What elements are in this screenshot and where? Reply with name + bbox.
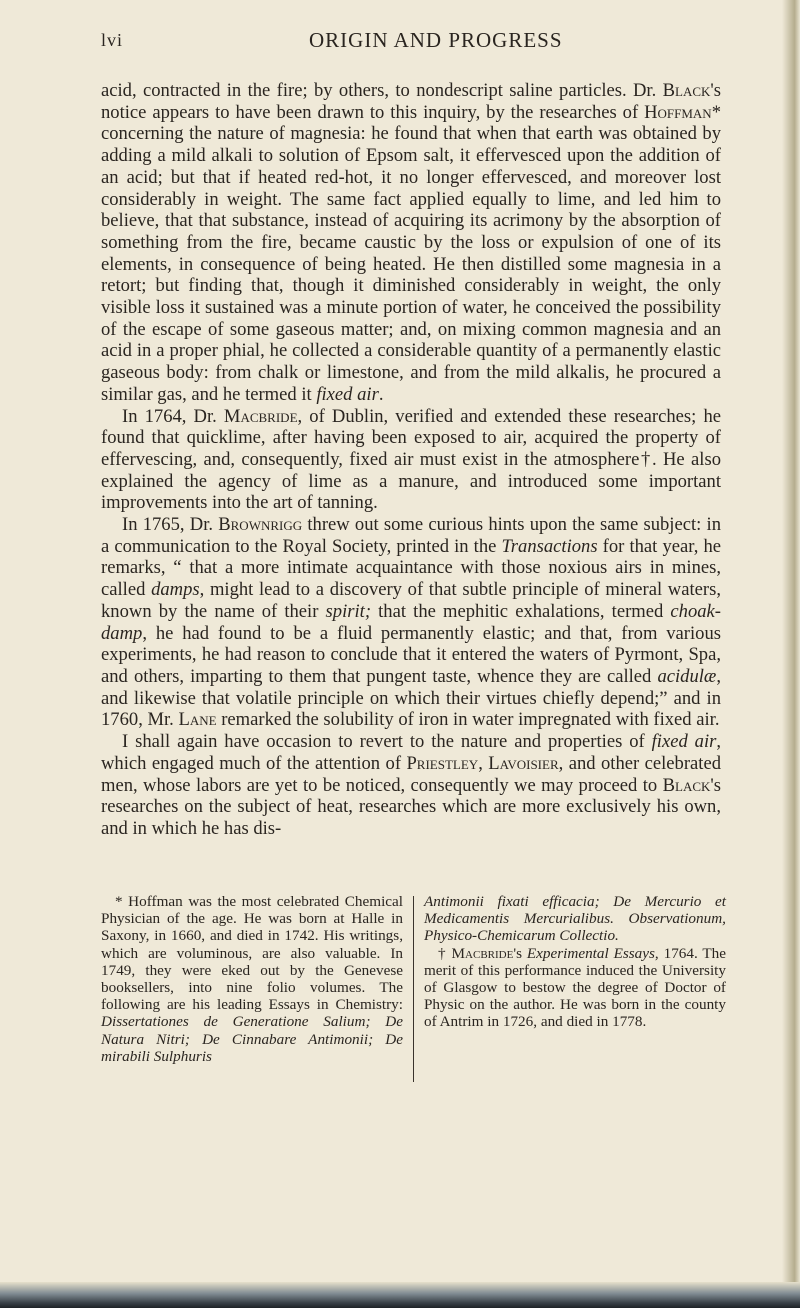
text-run: , [478,752,489,774]
text-run: In 1765, Dr. [122,514,219,536]
text-run: * concerning the nature of magnesia: he found that when that earth was obtained by adding a mild alkali to solution of Epsom salt, it effervesced upon the addition of an acid; but that if heated red-hot, it no longer effervesced, and moreover lost considerably in weight. The same fact applied equally to lime, and led him to believe, that that substance, instead of acquiring its acrimony by the absorption of something from the fire, became caustic by the loss or expulsion of one of its elements, in consequence of being heated. He then distilled some magnesia in a retort; but finding that, though it diminished considerably in weight, the only visible loss it sustained was a minute portion of water, he conceived the possibility of the escape of some gaseous matter; and, on mixing common magnesia and an acid in a proper phial, he collected a considerable quantity of a permanently elastic gaseous body: from chalk or limestone, and from the mild alkalis, he procured a similar gas, and he termed it [101,101,721,405]
dagger-mark: † [437,944,452,962]
name-lavoisier: Lavoisier [488,752,559,774]
page-edge-shadow [782,0,800,1308]
paragraph-3 [101,514,721,731]
text-run: . [378,383,384,405]
text-run: , and likewise that volatile principle on which their virtues chiefly depend;” and in 1760, Mr. [101,665,721,731]
footnote-titles: Antimonii fixati efficacia; De Mercurio et Medicamentis Mercurialibus. Observationum, Physico-Chemicarum Collectio. [423,893,726,945]
term-choak-damp: choak-damp [101,600,721,644]
term-spirit: spirit; [325,600,372,622]
text-run: threw out some curious hints upon the same subject: in a communication to the Royal Society, printed in the [101,514,721,557]
text-run: 's researches on the subject of heat, researches which are more exclusively his own, and in which he has dis- [101,774,721,839]
footnote-column-right [424,893,726,1082]
text-run: 's [513,944,527,962]
paragraph-2 [101,406,721,515]
term-acidulae: acidulæ [657,665,717,687]
term-transactions: Transactions [501,535,598,557]
name-black: Black [662,774,711,796]
text-run: , he had found to be a fluid permanently elastic; and that, from various experiments, he had reason to conclude that it entered the waters of Pyrmont, Spa, and others, imparting to them that pungent taste, whence they are called [101,622,721,687]
term-fixed-air: fixed air [651,731,717,753]
name-hoffman: Hoffman [644,101,712,123]
footnote-titles: Dissertationes de Generatione Salium; De Natura Nitri; De Cinnabare Antimonii; De mirabili Sulphuris [101,1013,403,1065]
term-experimental-essays: Experimental Essays [526,944,655,962]
name-black: Black [662,80,711,101]
footnote-hoffman-continued [424,893,726,945]
paragraph-1 [101,80,721,406]
name-macbride: Macbride [451,944,514,962]
page-header [101,28,721,58]
text-run: , of Dublin, verified and extended these researches; he found that quicklime, after having been exposed to air, acquired the property of effervescing, and, consequently, fixed air must exist in the atmosphere†. He also explained the agency of lime as a manure, and introduced some important improvements into the art of tanning. [101,405,721,514]
footnote-hoffman [101,893,403,1065]
column-divider [413,896,414,1082]
term-damps: damps [151,579,200,601]
main-text [101,80,721,840]
text-run: 's notice appears to have been drawn to this inquiry, by the researches of [101,80,721,123]
footnote-column-left [101,893,403,1082]
name-lane: Lane [178,709,217,731]
text-run: , might lead to a discovery of that subtle principle of mineral waters, known by the name of their [101,579,721,622]
name-priestley: Priestley [406,752,479,774]
term-fixed-air: fixed air [316,383,379,405]
text-run: , which engaged much of the attention of [101,731,722,774]
page-number: lvi [101,30,124,50]
footnotes [101,893,726,1082]
text-run: for that year, he remarks, “ that a more intimate acquaintance with those noxious airs in mines, called [101,535,721,601]
text-run: , 1764. The merit of this performance induced the University of Glasgow to bestow the degree of Doctor of Physic on the author. He was born in the county of Antrim in 1726, and died in 1778. [423,944,726,1031]
name-brownrigg: Brownrigg [218,514,303,536]
name-macbride: Macbride [223,405,298,427]
text-run: remarked the solubility of iron in water impregnated with fixed air. [216,709,720,731]
scan-bottom-edge [0,1282,800,1308]
text-run: acid, contracted in the fire; by others, to nondescript saline particles. Dr. [101,80,663,101]
footnote-macbride [424,945,726,1031]
text-run: that the mephitic exhalations, termed [371,600,671,622]
text-run: I shall again have occasion to revert to the nature and properties of [122,731,652,753]
text-run: * Hoffman was the most celebrated Chemical Physician of the age. He was born at Halle in Saxony, in 1660, and died in 1742. His writings, which are voluminous, are also valuable. In 1749, they were eked out by the Genevese booksellers, into nine folio volumes. The following are his leading Essays in Chemistry: [101,893,403,1014]
running-title: ORIGIN AND PROGRESS [309,28,563,52]
text-run: In 1764, Dr. [122,405,224,427]
paragraph-4 [101,731,721,840]
text-run: , and other celebrated men, whose labors are yet to be noticed, consequently we may proceed to [101,752,721,796]
